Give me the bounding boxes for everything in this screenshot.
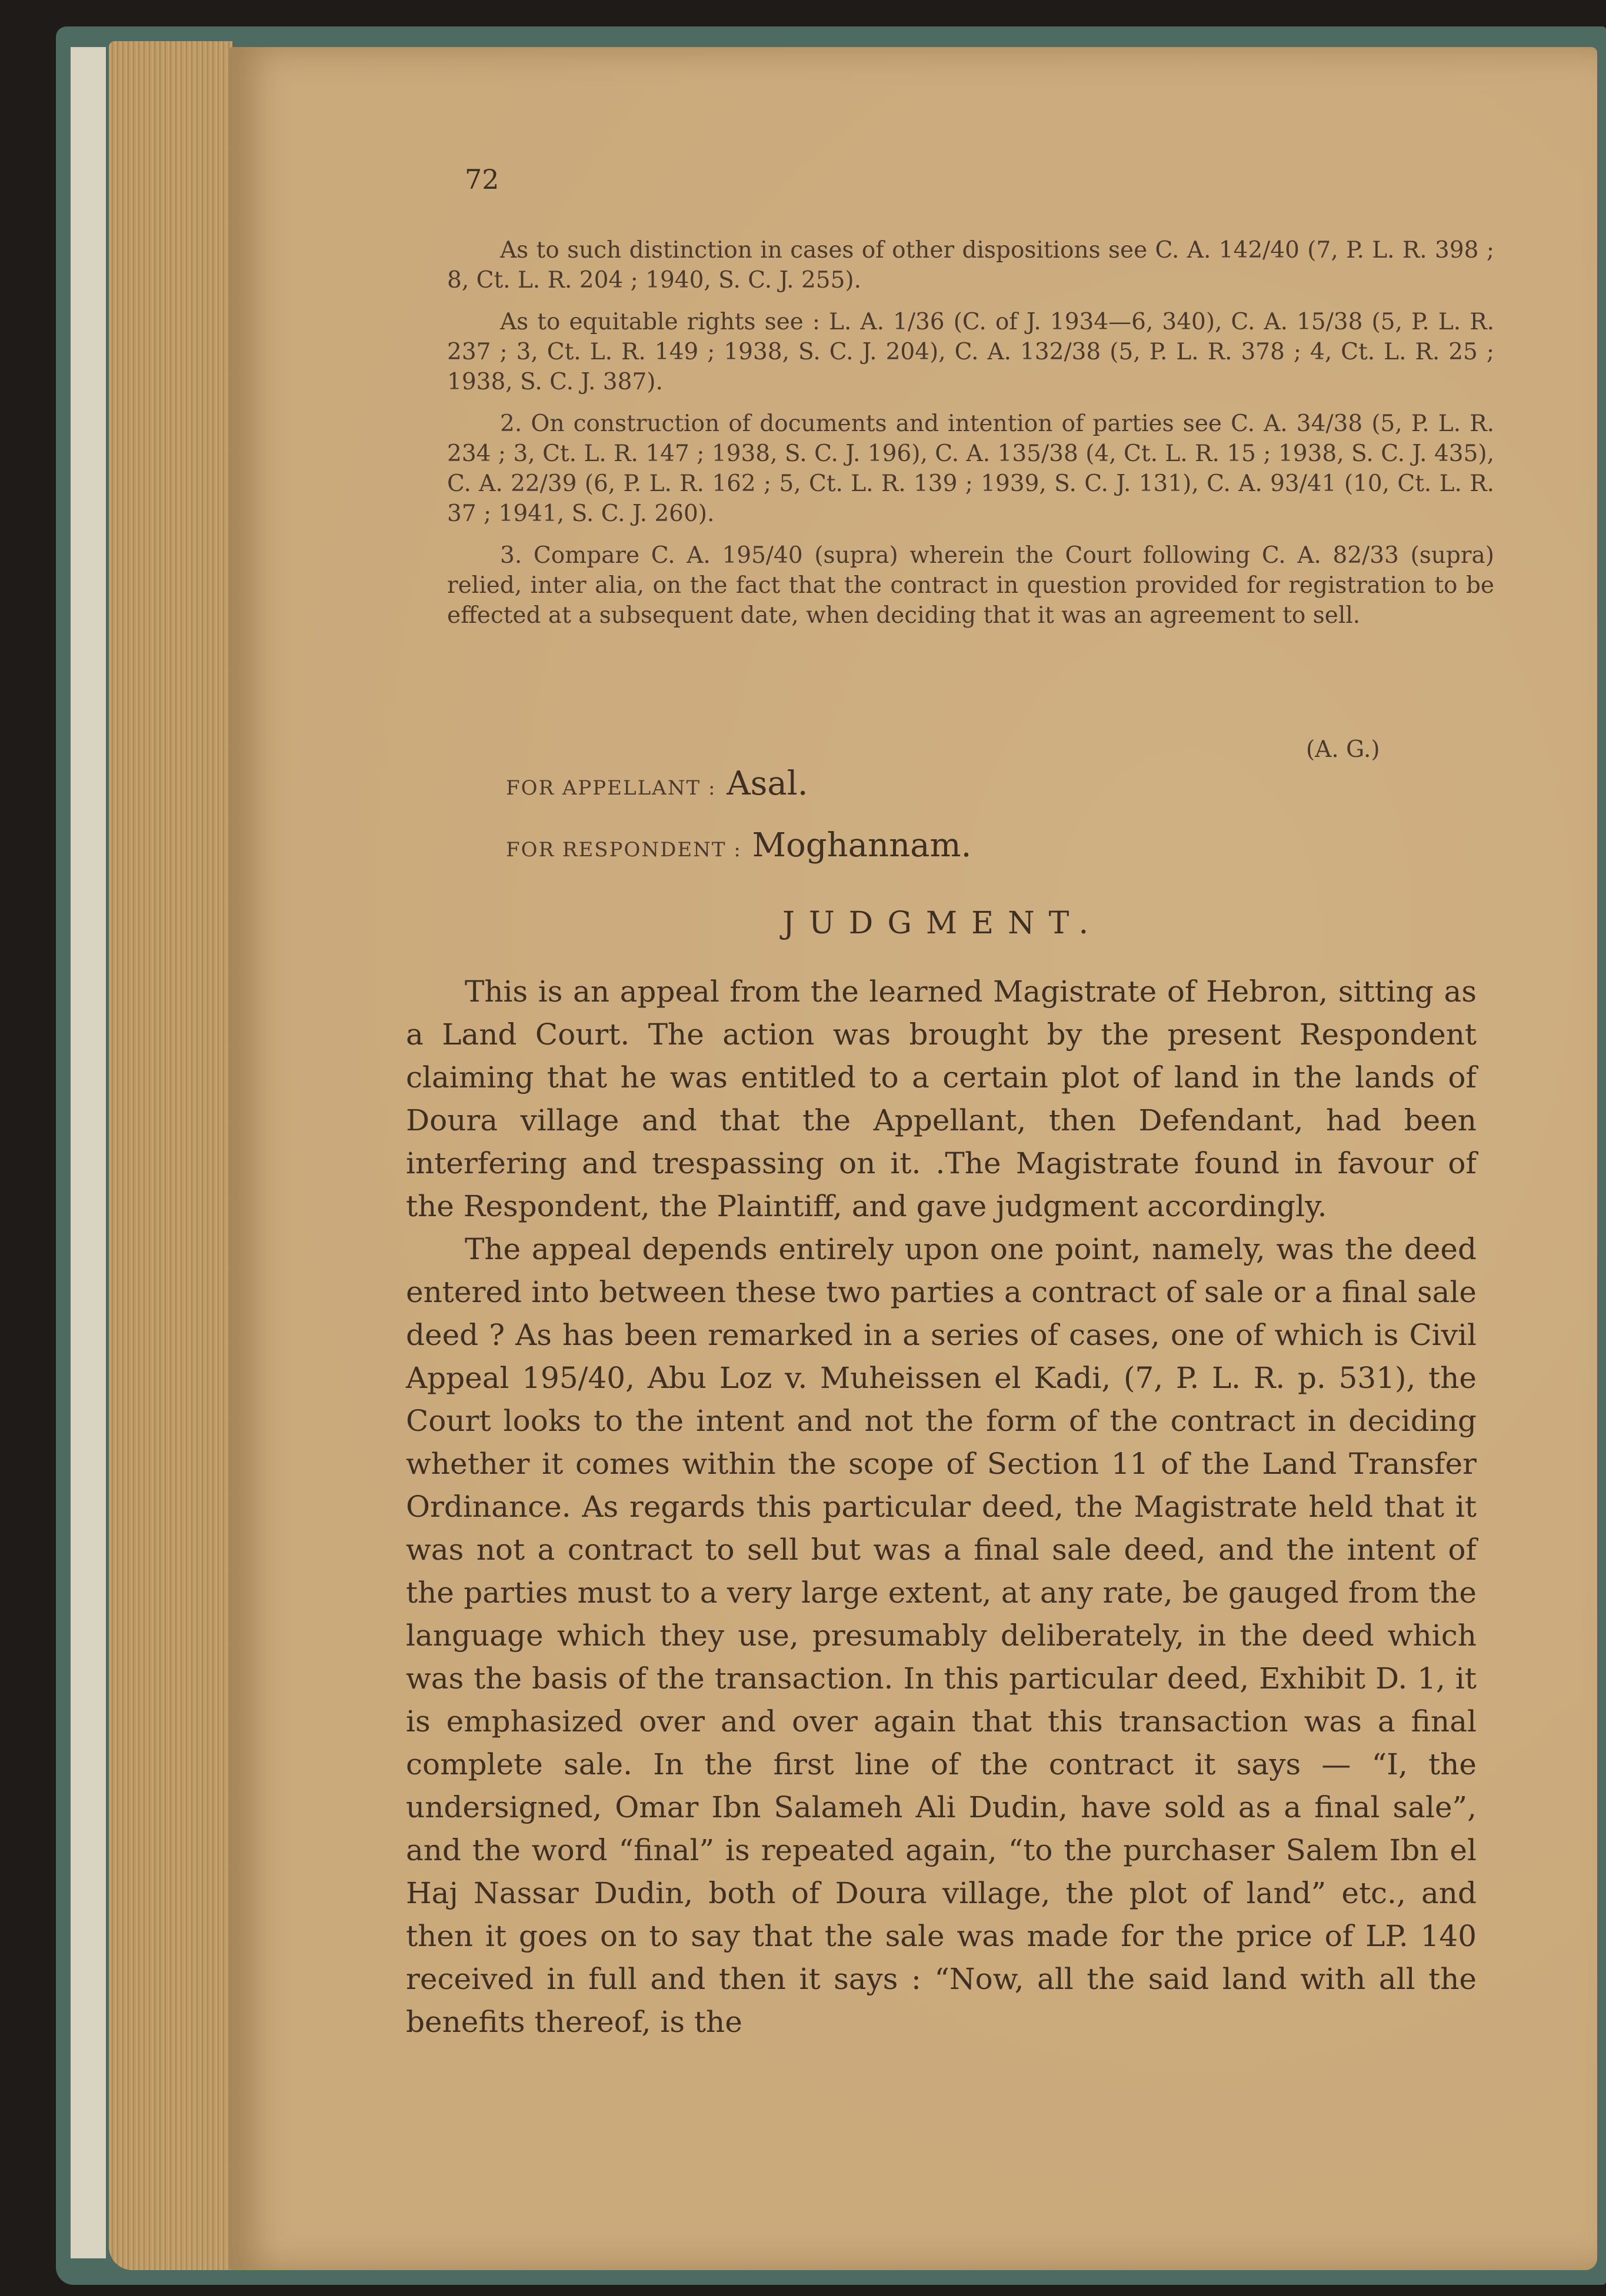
page-number: 72 [465, 163, 499, 195]
appellant-counsel [506, 765, 808, 803]
page-stack [109, 41, 232, 2270]
appellant-name: Asal. [727, 765, 808, 803]
respondent-counsel [506, 826, 971, 865]
paragraph: This is an appeal from the learned Magistrate of Hebron, sitting as a Land Court. The action was brought by the present Respondent claiming that he was entitled to a certain plot of land in the lands of Doura village and that the Appellant, then Defendant, had been interfering and trespassing on it. .The Magistrate found in favour of the Respondent, the Plaintiff, and gave judgment accordingly. [406, 975, 1477, 1223]
judgment-body [406, 970, 1477, 2044]
judgment-heading: JUDGMENT. [782, 906, 1103, 941]
footnote: As to equitable rights see : L. A. 1/36 (C. of J. 1934—6, 340), C. A. 15/38 (5, P. L. R. 237 ; 3, Ct. L. R. 149 ; 1938, S. C. J. 204), C. A. 132/38 (5, P. L. R. 378 ; 4, Ct. L. R. 25 ; 1938, S. C. J. 387). [447, 309, 1494, 395]
respondent-name: Moghannam. [752, 826, 972, 865]
paragraph: The appeal depends entirely upon one point, namely, was the deed entered into between these two parties a contract of sale or a final sale deed ? As has been remarked in a series of cases, one of which is Civil Appeal 195/40, Abu Loz v. Muheissen el Kadi, (7, P. L. R. p. 531), the Court looks to the intent and not the form of the contract in deciding whether it comes within the scope of Section 11 of the Land Transfer Ordinance. As regards this particular deed, the Magistrate held that it was not a contract to sell but was a final sale deed, and the intent of the parties must to a very large extent, at any rate, be gauged from the language which they use, presumably deliberately, in the deed which was the basis of the transaction. In this particular deed, Exhibit D. 1, it is emphasized over and over again that this transaction was a final complete sale. In the first line of the contract it says — “I, the undersigned, Omar Ibn Salameh Ali Dudin, have sold as a final sale”, and the word “final” is repeated again, “to the purchaser Salem Ibn el Haj Nassar Dudin, both of Doura village, the plot of land” etc., and then it goes on to say that the sale was made for the price of LP. 140 received in full and then it says : “Now, all the said land with all the benefits thereof, is the [406, 1232, 1477, 2039]
footnote: As to such distinction in cases of other dispositions see C. A. 142/40 (7, P. L. R. 398 ; 8, Ct. L. R. 204 ; 1940, S. C. J. 255). [447, 237, 1494, 293]
editor-initials: (A. G.) [1306, 736, 1380, 763]
respondent-label: FOR RESPONDENT : [506, 838, 742, 862]
appellant-label: FOR APPELLANT : [506, 776, 717, 800]
footnote: 3. Compare C. A. 195/40 (supra) wherein the Court following C. A. 82/33 (supra) relied, inter alia, on the fact that the contract in question provided for registration to be effected at a subsequent date, when deciding that it was an agreement to sell. [447, 542, 1494, 629]
cover-edge [71, 47, 106, 2258]
footnotes [447, 235, 1494, 642]
footnote: 2. On construction of documents and intention of parties see C. A. 34/38 (5, P. L. R. 234 ; 3, Ct. L. R. 147 ; 1938, S. C. J. 196), C. A. 135/38 (4, Ct. L. R. 15 ; 1938, S. C. J. 435), C. A. 22/39 (6, P. L. R. 162 ; 5, Ct. L. R. 139 ; 1939, S. C. J. 131), C. A. 93/41 (10, Ct. L. R. 37 ; 1941, S. C. J. 260). [447, 411, 1494, 527]
